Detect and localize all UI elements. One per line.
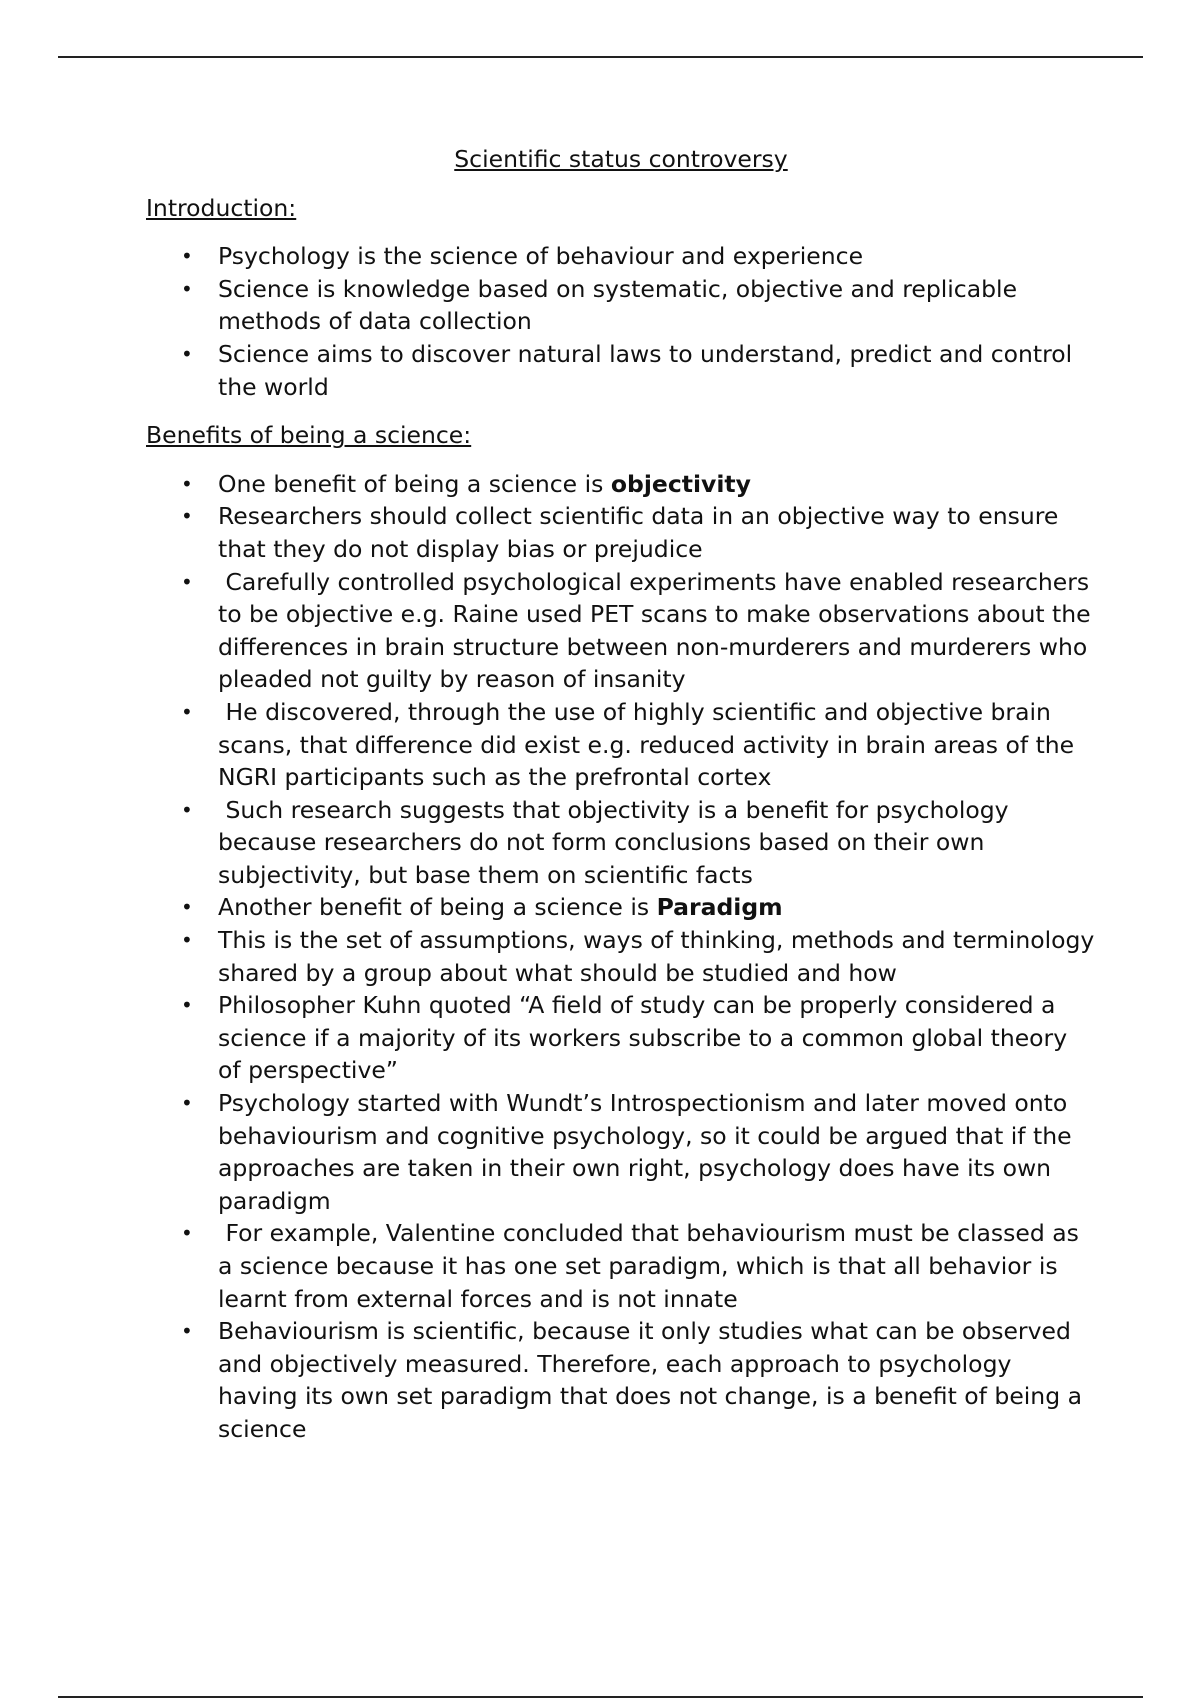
key-term: objectivity	[610, 469, 751, 498]
benefits-list	[146, 468, 1102, 1446]
list-item-text: Another benefit of being a science is	[218, 893, 657, 922]
list-item-text: For example, Valentine concluded that behaviourism must be classed as a science because it has one set paradigm, which is that all behavior is learnt from external forces and is not innate	[218, 1219, 1087, 1313]
bullet-icon: •	[181, 895, 193, 920]
list-item	[181, 566, 1099, 696]
page-title: Scientific status controversy	[454, 145, 788, 173]
list-item	[181, 240, 1096, 273]
list-item	[181, 1087, 1096, 1217]
list-item	[181, 500, 1096, 565]
bullet-icon: •	[181, 569, 193, 594]
key-term: Paradigm	[656, 893, 783, 922]
list-item	[181, 924, 1102, 989]
list-item-text: Researchers should collect scientific data in an objective way to ensure that they do not display bias or prejudice	[218, 502, 1066, 563]
list-item	[181, 891, 1096, 924]
list-item	[181, 1315, 1096, 1445]
list-item-text: Psychology started with Wundt’s Introspectionism and later moved onto behaviourism and cognitive psychology, so it could be argued that if the approaches are taken in their own right, psychology does have its own paradigm	[218, 1089, 1080, 1215]
list-item-text: This is the set of assumptions, ways of thinking, methods and terminology shared by a group about what should be studied and how	[218, 926, 1102, 987]
bullet-icon: •	[181, 699, 193, 724]
list-item-text: Philosopher Kuhn quoted “A field of study can be properly considered a science if a majority of its workers subscribe to a common global theory of perspective”	[218, 991, 1075, 1085]
list-item-text: He discovered, through the use of highly scientific and objective brain scans, that difference did exist e.g. reduced activity in brain areas of the NGRI participants such as the prefrontal cortex	[218, 697, 1082, 792]
bullet-icon: •	[181, 1221, 193, 1246]
list-item-text: Carefully controlled psychological experiments have enabled researchers to be objective e.g. Raine used PET scans to make observations about the differences in brain structure between non-murderers and murderers who pleaded not guilty by reason of insanity	[218, 567, 1099, 694]
list-item	[181, 794, 1096, 892]
bullet-icon: •	[181, 1091, 193, 1116]
bullet-icon: •	[181, 504, 193, 529]
document-body	[146, 143, 1102, 1462]
list-item	[181, 989, 1096, 1087]
bullet-icon: •	[181, 471, 193, 496]
bullet-icon: •	[181, 797, 193, 822]
bullet-icon: •	[181, 1319, 193, 1344]
list-item	[181, 1217, 1096, 1315]
bullet-icon: •	[181, 993, 193, 1018]
introduction-list	[146, 240, 1096, 403]
bullet-icon: •	[181, 244, 193, 269]
bullet-icon: •	[181, 276, 193, 301]
section-heading-introduction: Introduction:	[146, 193, 297, 222]
bullet-icon: •	[181, 928, 193, 953]
list-item	[181, 273, 1096, 338]
list-item-text: Science is knowledge based on systematic, objective and replicable methods of data collection	[218, 274, 1025, 336]
list-item-text: One benefit of being a science is	[218, 469, 611, 498]
section-heading-benefits: Benefits of being a science:	[146, 421, 472, 450]
header-rule	[58, 56, 1143, 58]
list-item-text: Science aims to discover natural laws to understand, predict and control the world	[218, 339, 1080, 401]
list-item-text: Such research suggests that objectivity is a benefit for psychology because researchers do not form conclusions based on their own subjectivity, but base them on scientific facts	[218, 795, 1017, 889]
list-item	[181, 338, 1096, 403]
bullet-icon: •	[181, 341, 193, 366]
list-item-text: Psychology is the science of behaviour and experience	[218, 242, 864, 271]
footer-rule	[58, 1696, 1143, 1698]
list-item	[181, 696, 1096, 794]
list-item	[181, 468, 1096, 501]
list-item-text: Behaviourism is scientific, because it only studies what can be observed and objectively measured. Therefore, each approach to psychology having its own set paradigm that does not change, is a benefit of being a science	[218, 1317, 1090, 1443]
